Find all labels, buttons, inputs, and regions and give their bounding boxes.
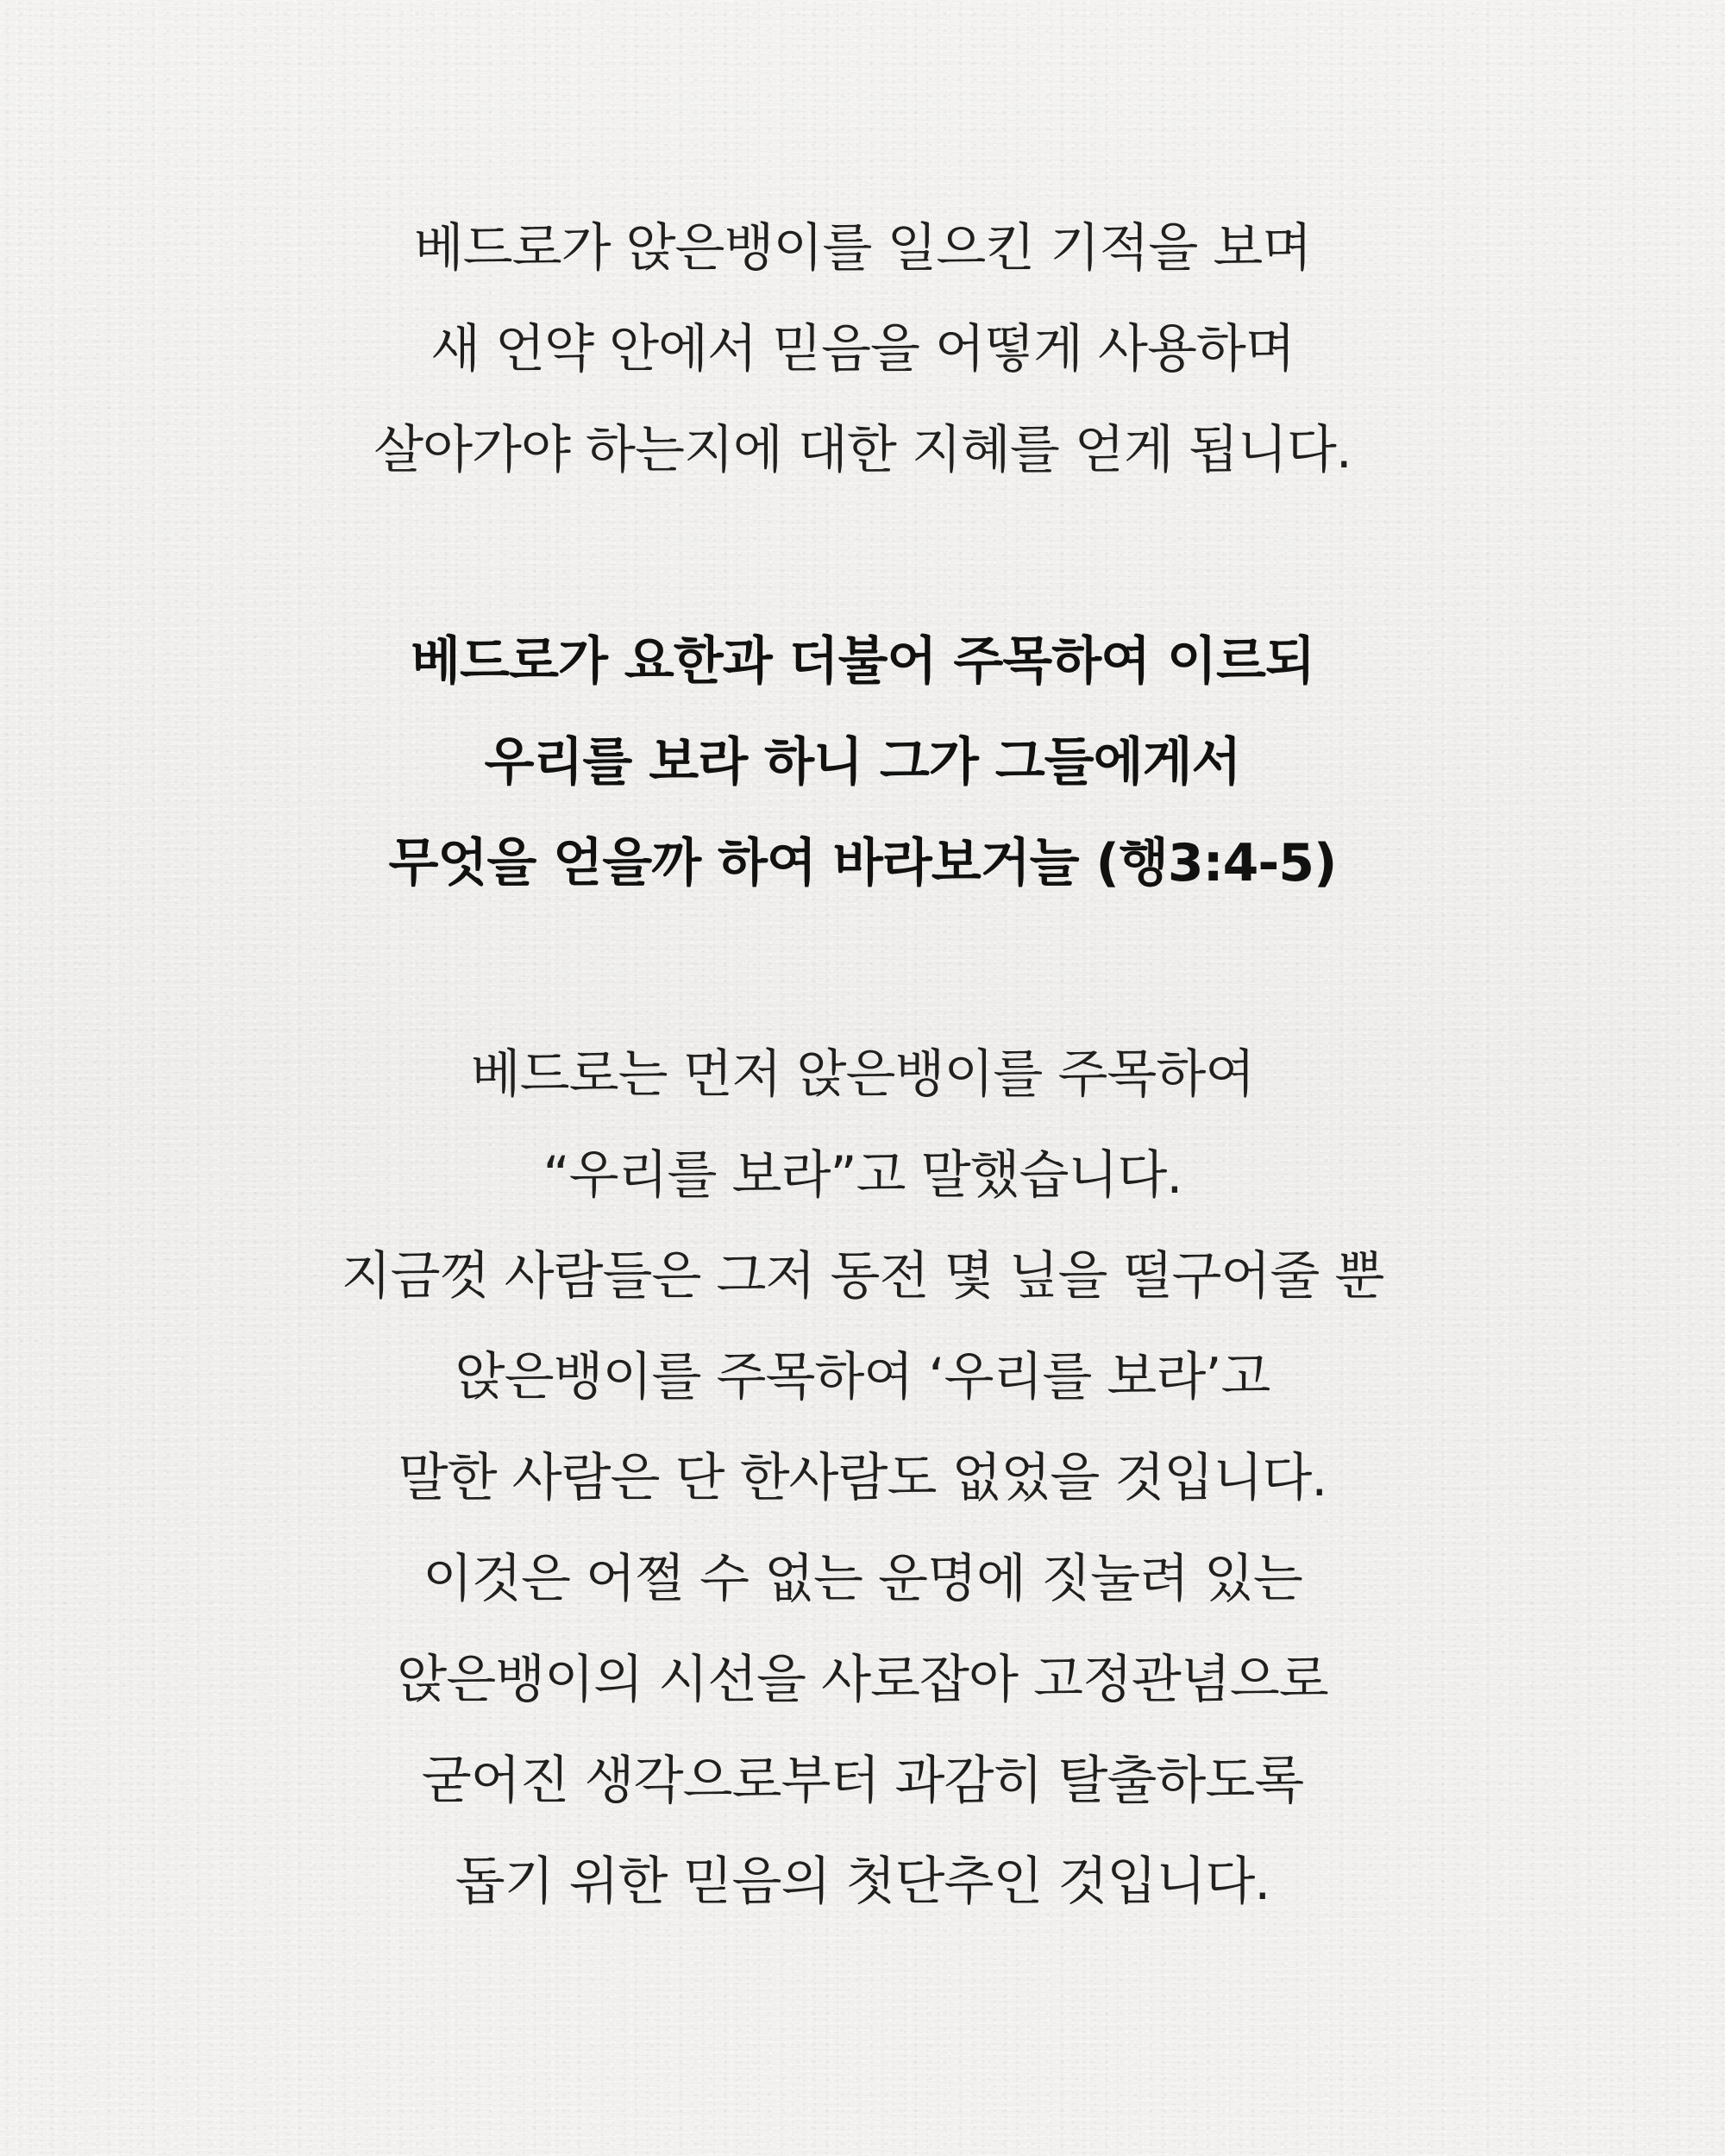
body-line-7: 앉은뱅이의 시선을 사로잡아 고정관념으로 bbox=[397, 1650, 1328, 1710]
body-line-1: 베드로는 먼저 앉은뱅이를 주목하여 bbox=[470, 1044, 1255, 1105]
verse-line-2: 우리를 보라 하니 그가 그들에게서 bbox=[484, 732, 1241, 793]
body-line-6: 이것은 어쩔 수 없는 운명에 짓눌려 있는 bbox=[423, 1549, 1302, 1609]
body-line-4: 앉은뱅이를 주목하여 ‘우리를 보라’고 bbox=[455, 1347, 1270, 1407]
intro-line-3: 살아가야 하는지에 대한 지혜를 얻게 됩니다. bbox=[373, 420, 1352, 480]
body-line-3: 지금껏 사람들은 그저 동전 몇 닢을 떨구어줄 뿐 bbox=[341, 1246, 1384, 1307]
verse-line-3: 무엇을 얻을까 하여 바라보거늘 (행3:4-5) bbox=[388, 833, 1337, 893]
body-line-5: 말한 사람은 단 한사람도 없었을 것입니다. bbox=[398, 1448, 1327, 1508]
intro-line-1: 베드로가 앉은뱅이를 일으킨 기적을 보며 bbox=[413, 218, 1312, 279]
body-line-2: “우리를 보라”고 말했습니다. bbox=[543, 1145, 1182, 1206]
body-line-9: 돕기 위한 믿음의 첫단추인 것입니다. bbox=[455, 1852, 1270, 1912]
intro-line-2: 새 언약 안에서 믿음을 어떻게 사용하며 bbox=[430, 319, 1295, 379]
verse-line-1: 베드로가 요한과 더불어 주목하여 이르되 bbox=[411, 631, 1314, 692]
body-line-8: 굳어진 생각으로부터 과감히 탈출하도록 bbox=[421, 1751, 1304, 1811]
